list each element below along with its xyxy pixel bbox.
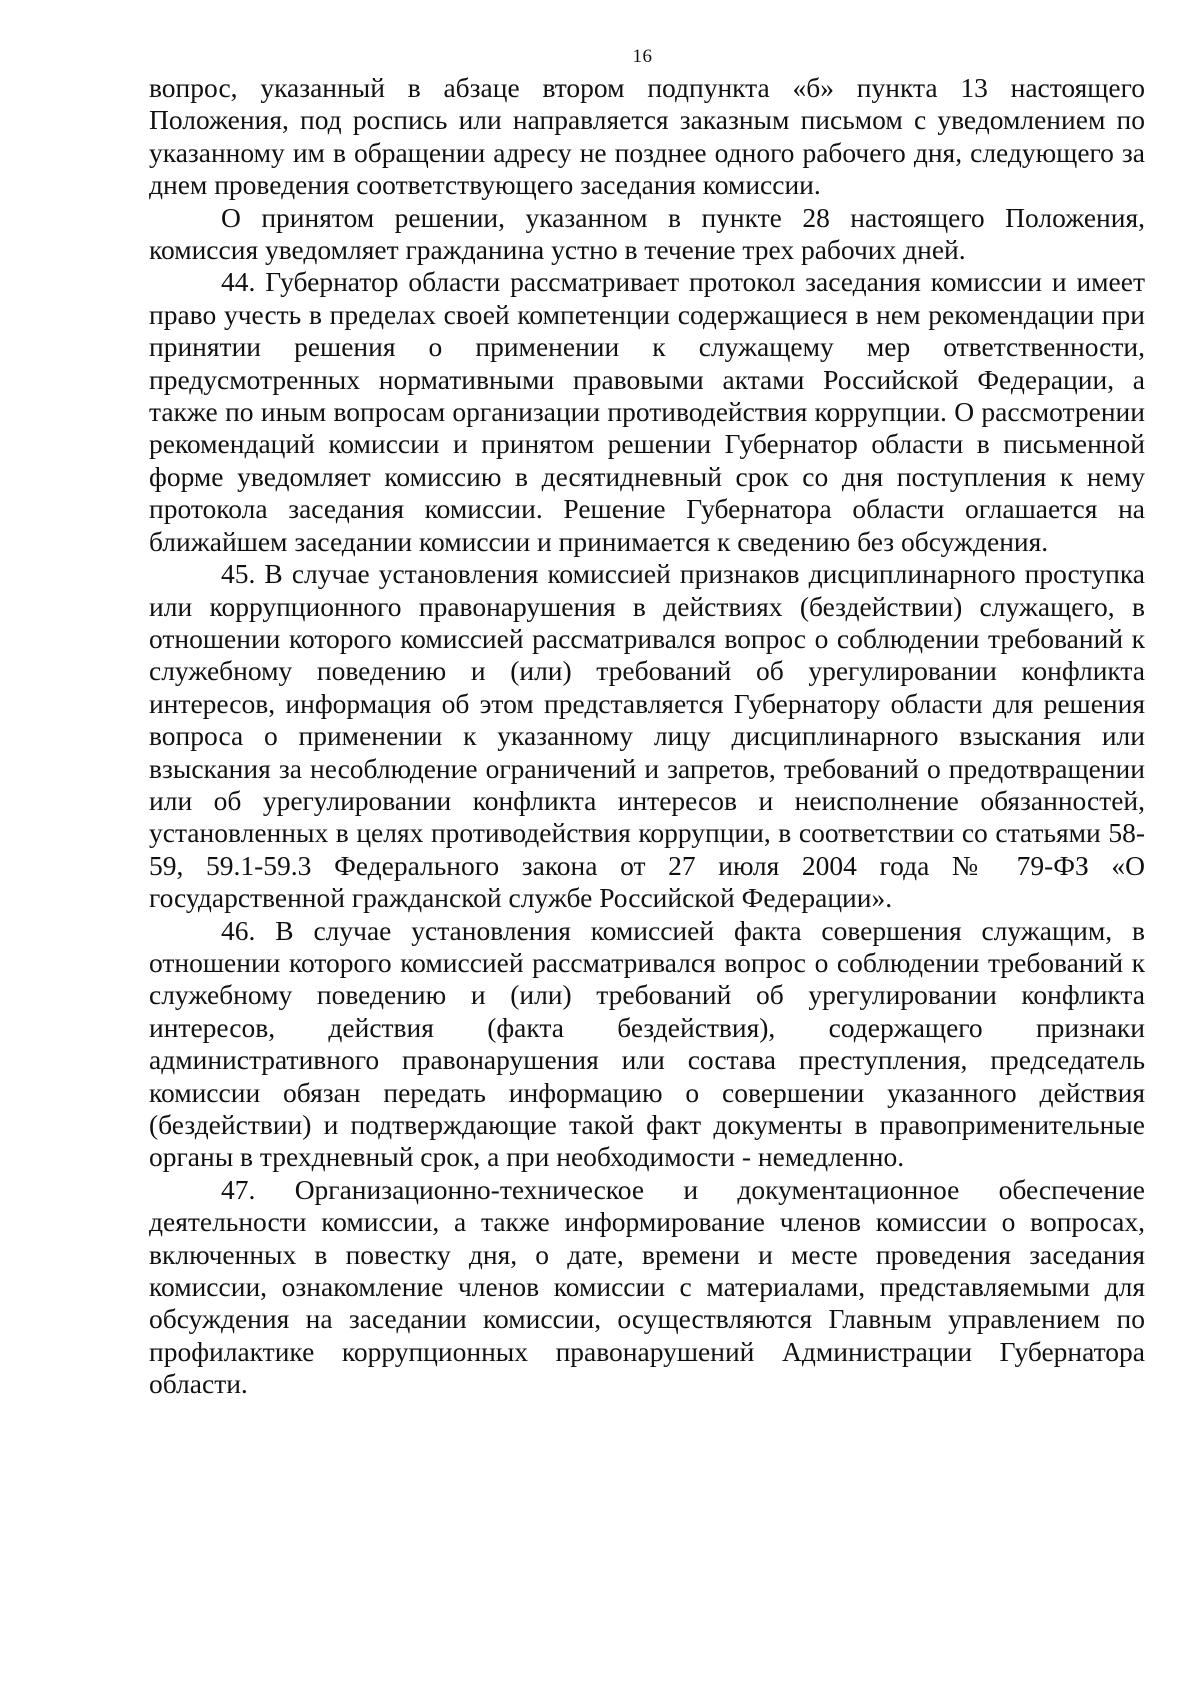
page-number: 16 — [632, 46, 653, 67]
paragraph-item-47: 47. Организационно-техническое и документационное обеспечение деятельности комиссии, а также информирование членов комиссии о вопросах, включенных в повестку дня, о дате, времени и месте проведения заседания комиссии, ознакомление членов комиссии с материалами, представляемыми для обсуждения на заседании комиссии, осуществляются Главным управлением по профилактике коррупционных правонарушений Администрации Губернатора области. — [149, 1173, 1145, 1400]
document-body — [149, 72, 1145, 1401]
paragraph-item-45: 45. В случае установления комиссией признаков дисциплинарного проступка или коррупционного правонарушения в действиях (бездействии) служащего, в отношении которого комиссией рассматривался вопрос о соблюдении требований к служебному поведению и (или) требований об урегулировании конфликта интересов, информация об этом представляется Губернатору области для решения вопроса о применении к указанному лицу дисциплинарного взыскания или взыскания за несоблюдение ограничений и запретов, требований о предотвращении или об урегулировании конфликта интересов и неисполнение обязанностей, установленных в целях противодействия коррупции, в соответствии со статьями 58-59, 59.1-59.3 Федерального закона от 27 июля 2004 года № 79-ФЗ «О государственной гражданской службе Российской Федерации». — [149, 558, 1145, 914]
paragraph-notice: О принятом решении, указанном в пункте 28 настоящего Положения, комиссия уведомляет гражданина устно в течение трех рабочих дней. — [149, 201, 1145, 266]
paragraph-item-44: 44. Губернатор области рассматривает протокол заседания комиссии и имеет право учесть в пределах своей компетенции содержащиеся в нем рекомендации при принятии решения о применении к служащему мер ответственности, предусмотренных нормативными правовыми актами Российской Федерации, а также по иным вопросам организации противодействия коррупции. О рассмотрении рекомендаций комиссии и принятом решении Губернатор области в письменной форме уведомляет комиссию в десятидневный срок со дня поступления к нему протокола заседания комиссии. Решение Губернатора области оглашается на ближайшем заседании комиссии и принимается к сведению без обсуждения. — [149, 266, 1145, 557]
paragraph-item-46: 46. В случае установления комиссией факта совершения служащим, в отношении которого комиссией рассматривался вопрос о соблюдении требований к служебному поведению и (или) требований об урегулировании конфликта интересов, действия (факта бездействия), содержащего признаки административного правонарушения или состава преступления, председатель комиссии обязан передать информацию о совершении указанного действия (бездействии) и подтверждающие такой факт документы в правоприменительные органы в трехдневный срок, а при необходимости - немедленно. — [149, 914, 1145, 1173]
paragraph-continuation: вопрос, указанный в абзаце втором подпункта «б» пункта 13 настоящего Положения, под роспись или направляется заказным письмом с уведомлением по указанному им в обращении адресу не позднее одного рабочего дня, следующего за днем проведения соответствующего заседания комиссии. — [149, 72, 1145, 201]
